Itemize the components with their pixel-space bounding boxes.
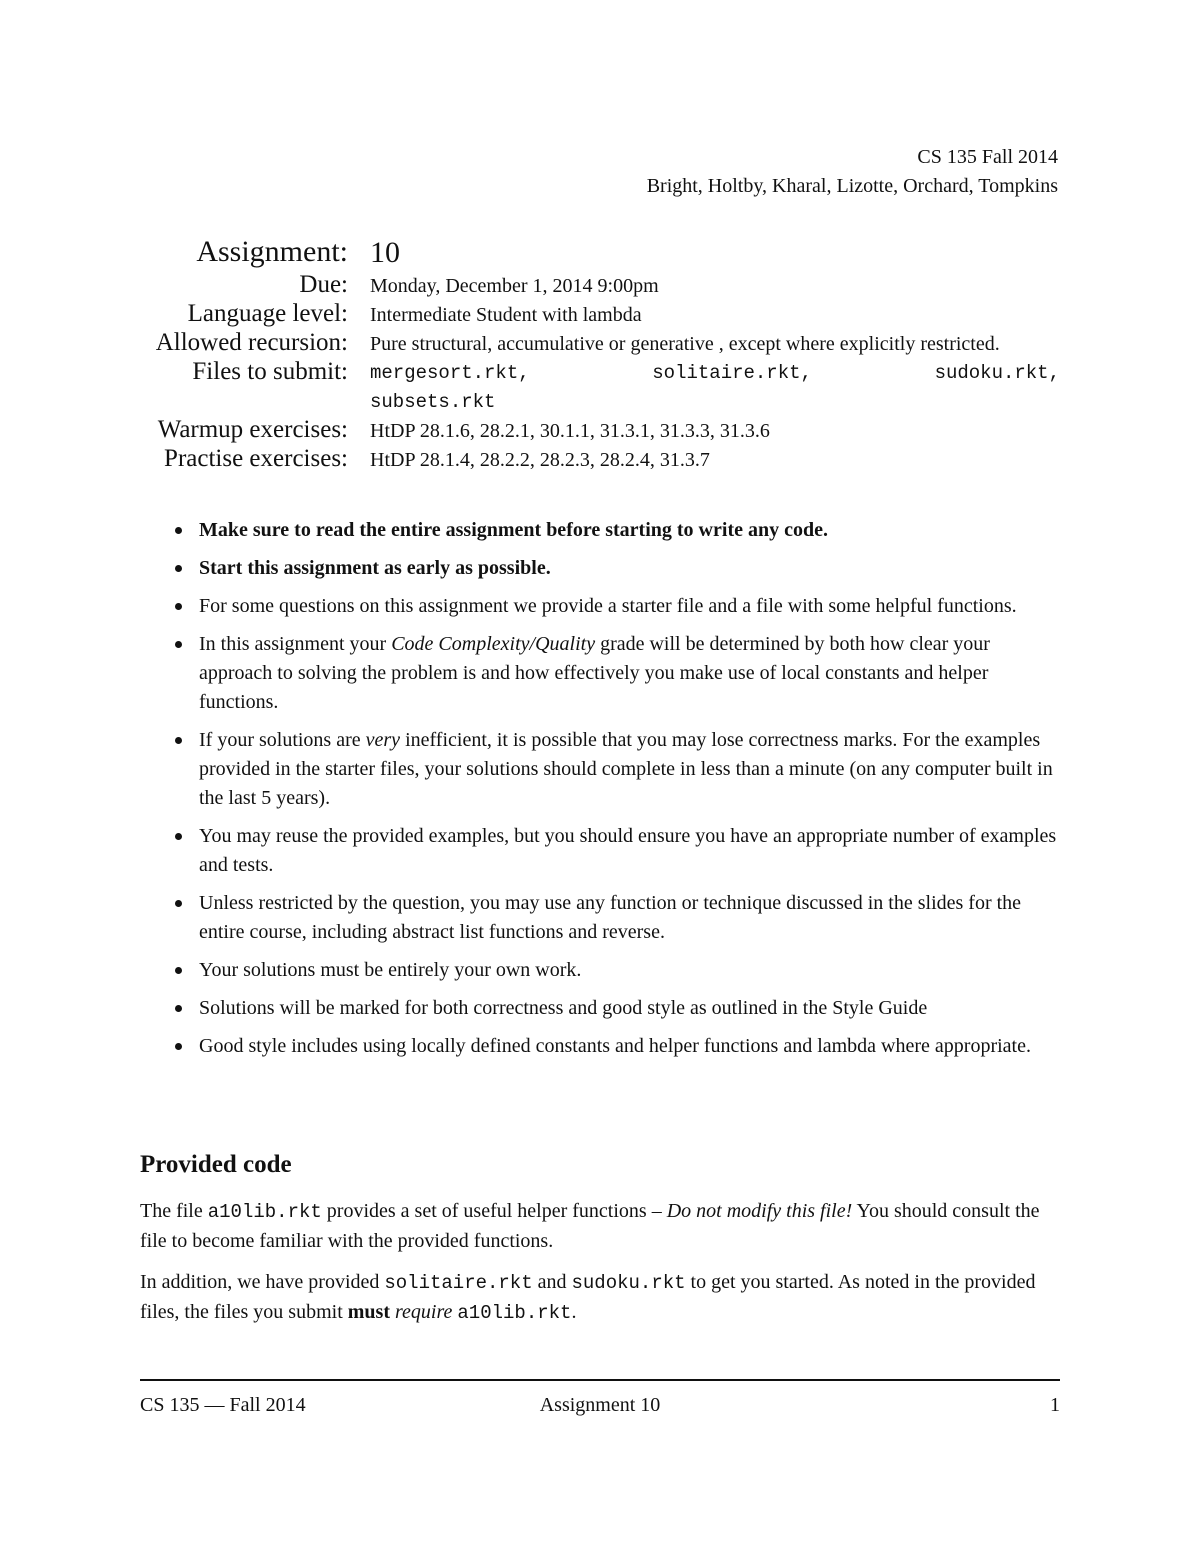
list-item: Solutions will be marked for both correctness and good style as outlined in the Style Guide <box>170 994 1060 1023</box>
list-item: For some questions on this assignment we provide a starter file and a file with some helpful functions. <box>170 592 1060 621</box>
footer-divider <box>140 1379 1060 1381</box>
footer-assignment: Assignment 10 <box>539 1394 661 1416</box>
course-title: CS 135 Fall 2014 <box>917 146 1058 168</box>
list-item: Make sure to read the entire assignment before starting to write any code. <box>170 516 1060 545</box>
recursion-label: Allowed recursion: <box>155 329 348 356</box>
bullet-icon <box>175 967 182 974</box>
assignment-label: Assignment: <box>196 235 348 268</box>
list-item: Good style includes using locally defined constants and helper functions and lambda where appropriate. <box>170 1032 1060 1061</box>
file-name: subsets.rkt <box>370 391 496 413</box>
bullet-icon <box>175 1043 182 1050</box>
page-header <box>647 143 1058 201</box>
warmup-label: Warmup exercises: <box>157 416 348 443</box>
info-row-files <box>140 358 1060 416</box>
section-title-provided-code: Provided code <box>140 1151 292 1178</box>
info-row-due <box>140 271 1060 300</box>
list-item: Start this assignment as early as possible. <box>170 554 1060 583</box>
bullet-icon <box>175 565 182 572</box>
list-item: If your solutions are very inefficient, it is possible that you may lose correctness marks. For the examples provided in the starter files, your solutions should complete in less than a minute (on any computer built in the last 5 years). <box>170 726 1060 813</box>
due-label: Due: <box>299 271 348 298</box>
list-item: In this assignment your Code Complexity/Quality grade will be determined by both how clear your approach to solving the problem is and how effectively you make use of local constants and helper functions. <box>170 630 1060 717</box>
list-item: Your solutions must be entirely your own work. <box>170 956 1060 985</box>
file-name: solitaire.rkt, <box>652 362 812 384</box>
paragraph-starter-files: In addition, we have provided solitaire.rkt and sudoku.rkt to get you started. As noted in the provided files, the files you submit must require a10lib.rkt. <box>140 1271 1036 1324</box>
info-row-practise <box>140 445 1060 474</box>
warmup-exercises: HtDP 28.1.6, 28.2.1, 30.1.1, 31.3.1, 31.3.3, 31.3.6 <box>370 420 770 442</box>
footer-course: CS 135 — Fall 2014 <box>140 1394 306 1416</box>
list-item: Unless restricted by the question, you may use any function or technique discussed in the slides for the entire course, including abstract list functions and reverse. <box>170 889 1060 947</box>
code-filename: sudoku.rkt <box>571 1272 686 1294</box>
code-filename: a10lib.rkt <box>457 1302 572 1324</box>
assignment-info-table <box>140 234 1060 474</box>
paragraph-provided-lib: The file a10lib.rkt provides a set of useful helper functions – Do not modify this file! You should consult the file to become familiar with the provided functions. <box>140 1200 1040 1252</box>
info-row-recursion <box>140 329 1060 358</box>
files-line <box>370 359 1060 387</box>
bullet-icon <box>175 641 182 648</box>
file-name: sudoku.rkt, <box>934 362 1060 384</box>
info-row-assignment <box>140 234 1060 271</box>
info-row-language <box>140 300 1060 329</box>
bullet-icon <box>175 737 182 744</box>
instructions-list <box>170 516 1060 1070</box>
practise-exercises: HtDP 28.1.4, 28.2.2, 28.2.3, 28.2.4, 31.3.7 <box>370 449 710 471</box>
bullet-icon <box>175 833 182 840</box>
code-filename: solitaire.rkt <box>384 1272 533 1294</box>
bullet-icon <box>175 900 182 907</box>
files-to-submit <box>370 358 1060 416</box>
page-number: 1 <box>1050 1394 1060 1416</box>
practise-label: Practise exercises: <box>164 445 348 472</box>
files-label: Files to submit: <box>192 358 348 385</box>
language-level: Intermediate Student with lambda <box>370 304 642 326</box>
allowed-recursion: Pure structural, accumulative or generative , except where explicitly restricted. <box>370 333 1000 355</box>
assignment-number: 10 <box>370 236 400 269</box>
info-row-warmup <box>140 416 1060 445</box>
code-filename: a10lib.rkt <box>207 1201 322 1223</box>
bullet-icon <box>175 603 182 610</box>
file-name: mergesort.rkt, <box>370 362 530 384</box>
instructor-list: Bright, Holtby, Kharal, Lizotte, Orchard, Tompkins <box>646 175 1058 197</box>
bullet-icon <box>175 1005 182 1012</box>
bullet-icon <box>175 527 182 534</box>
language-label: Language level: <box>187 300 348 327</box>
due-date: Monday, December 1, 2014 9:00pm <box>370 275 659 297</box>
list-item: You may reuse the provided examples, but you should ensure you have an appropriate number of examples and tests. <box>170 822 1060 880</box>
